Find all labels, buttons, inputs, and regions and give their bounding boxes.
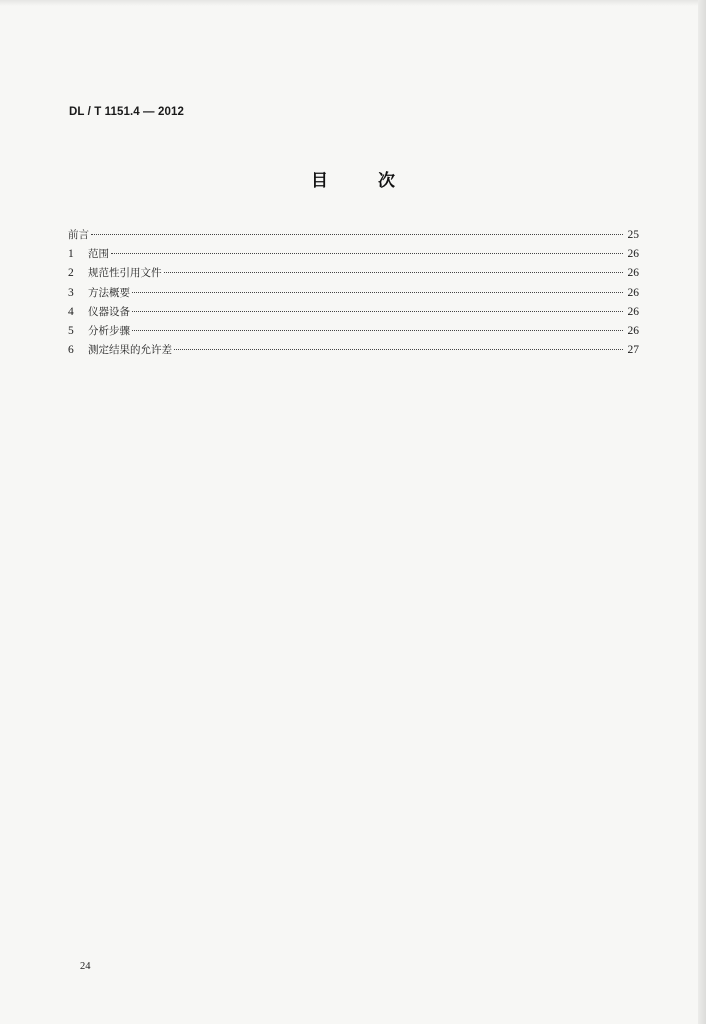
toc-entry-method-summary[interactable] (68, 284, 639, 303)
toc-leader-dots (174, 349, 623, 350)
toc-entry-number: 4 (68, 305, 74, 318)
toc-entry-page: 26 (627, 267, 639, 280)
page-number: 24 (80, 961, 91, 972)
toc-entry-label: 测定结果的允许差 (88, 344, 172, 357)
toc-leader-dots (132, 292, 623, 293)
toc-leader-dots (164, 272, 624, 273)
page-right-edge (698, 0, 706, 1024)
toc-leader-dots (111, 253, 623, 254)
toc-leader-dots (132, 311, 623, 312)
toc-entry-page: 26 (627, 305, 639, 318)
toc-title: 目 次 (311, 171, 417, 191)
table-of-contents (68, 226, 639, 360)
toc-entry-scope[interactable] (68, 245, 639, 264)
toc-entry-number: 6 (68, 344, 74, 357)
toc-entry-tolerance[interactable] (68, 341, 639, 360)
toc-entry-label: 前言 (68, 229, 89, 241)
toc-entry-label: 仪器设备 (88, 305, 130, 318)
toc-entry-number: 5 (68, 324, 74, 337)
toc-entry-analysis-procedure[interactable] (68, 322, 639, 341)
toc-entry-page: 26 (627, 324, 639, 337)
standard-code: DL / T 1151.4 — 2012 (69, 106, 184, 118)
toc-entry-label: 分析步骤 (88, 324, 130, 337)
toc-entry-label: 规范性引用文件 (88, 267, 162, 280)
toc-entry-number: 1 (68, 248, 74, 261)
toc-leader-dots (132, 330, 623, 331)
toc-entry-page: 26 (627, 286, 639, 299)
toc-entry-page: 26 (627, 248, 639, 261)
toc-entry-label: 方法概要 (88, 286, 130, 299)
toc-entry-number: 3 (68, 286, 74, 299)
toc-entry-label: 范围 (88, 248, 109, 261)
page-top-edge (0, 0, 706, 6)
toc-leader-dots (91, 234, 623, 235)
toc-entry-number: 2 (68, 267, 74, 280)
toc-entry-normative-references[interactable] (68, 264, 639, 283)
toc-entry-page: 25 (627, 229, 639, 241)
toc-entry-apparatus[interactable] (68, 303, 639, 322)
toc-entry-page: 27 (627, 344, 639, 357)
toc-entry-foreword[interactable] (68, 226, 639, 245)
